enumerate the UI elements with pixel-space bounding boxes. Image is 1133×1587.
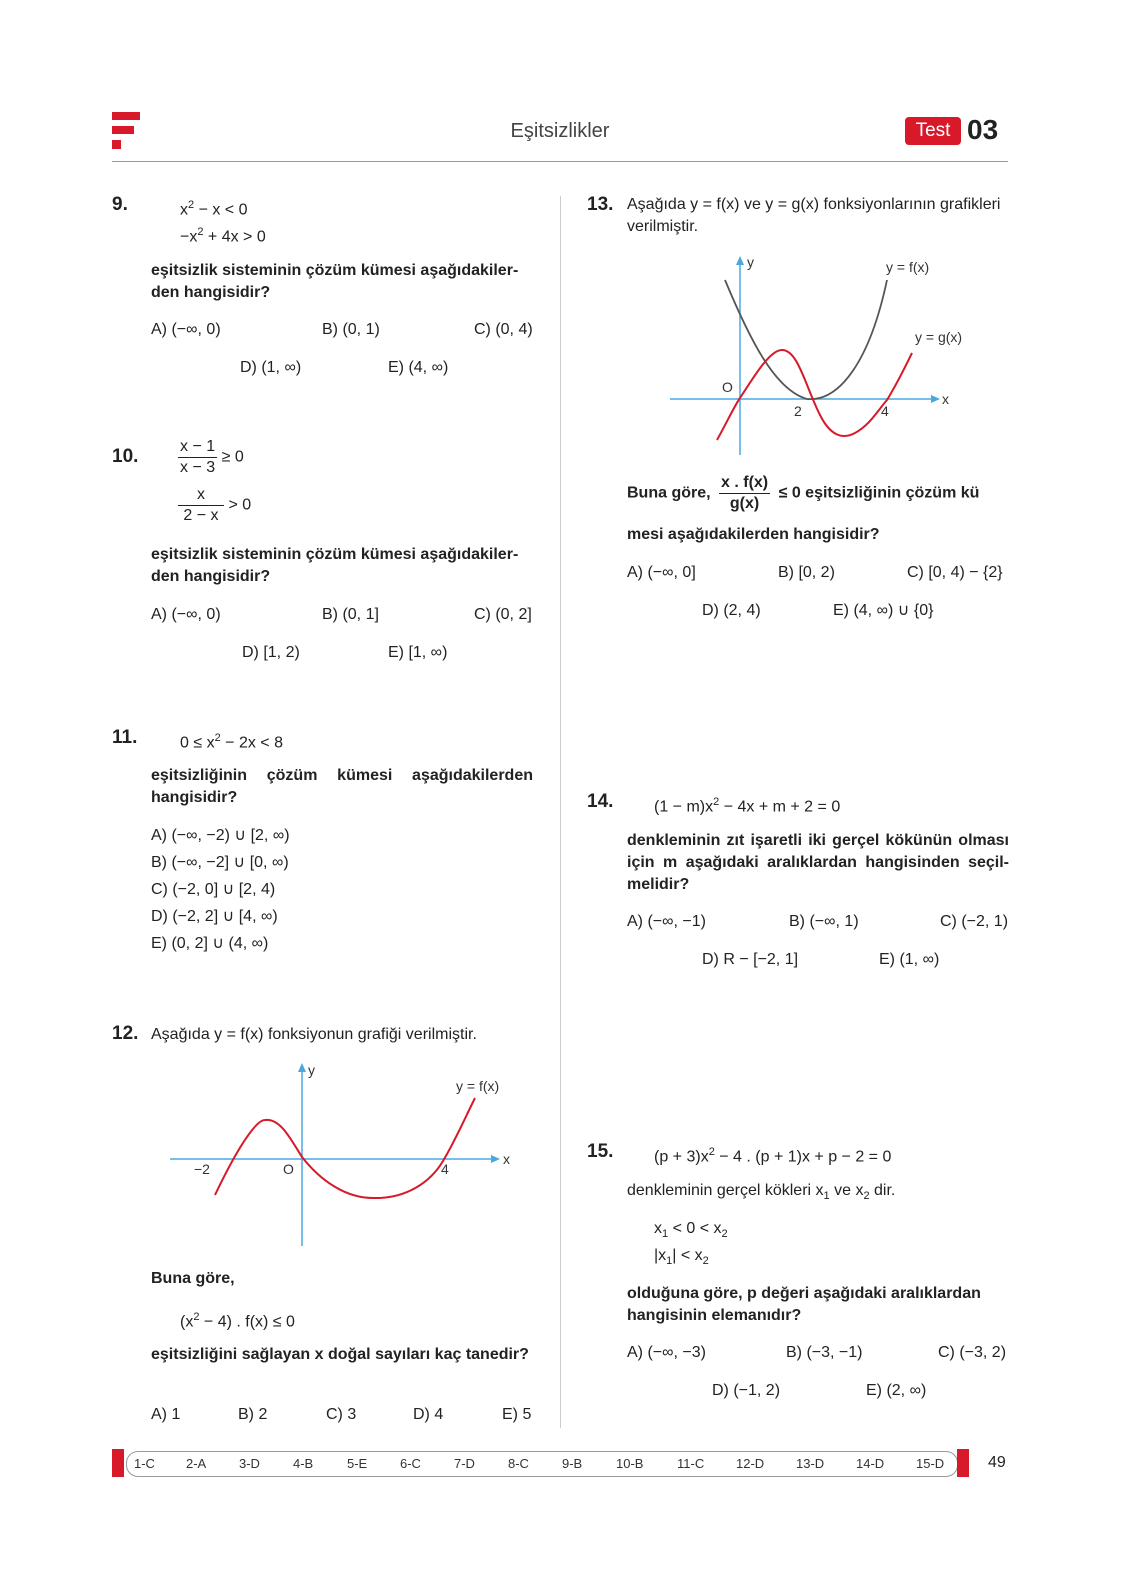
test-number: 03 xyxy=(967,114,999,145)
tick-label-2: 2 xyxy=(794,403,802,419)
answer-key-item: 12-D xyxy=(736,1456,765,1471)
tick-label-4: 4 xyxy=(441,1161,449,1177)
roots-statement: denkleminin gerçel kökleri $x_1$ ve $x_2$ dir. xyxy=(627,1182,896,1203)
answer-key-item: 7-D xyxy=(454,1456,475,1471)
option-c[interactable]: C) (0, 2] xyxy=(474,606,532,623)
answer-key-item: 1-C xyxy=(134,1456,155,1471)
question-number: 9. xyxy=(112,194,128,215)
question-prompt: denkleminin zıt işaretli iki gerçel kökünün olması için m aşağıdaki aralıklardan hangisinden seçilmelidir? xyxy=(627,832,1009,893)
given-text: Buna göre, $\frac{x . f(x)}{g(x)}$ ≤ 0 eşitsizliğinin çözüm kü xyxy=(627,474,980,512)
question-number: 11. xyxy=(112,727,138,748)
x-axis-label: x xyxy=(942,391,949,407)
answer-key-item: 8-C xyxy=(508,1456,529,1471)
question-number: 14. xyxy=(587,791,614,812)
curve-label: y = f(x) xyxy=(456,1078,500,1094)
question-intro: Aşağıda y = f(x) fonksiyonun grafiği verilmiştir. xyxy=(151,1026,477,1043)
option-a[interactable]: A) 1 xyxy=(151,1406,181,1423)
question-prompt: eşitsizlik sisteminin çözüm kümesi aşağıdakilerden hangisidir? xyxy=(151,262,519,301)
option-c[interactable]: C) (−2, 0] ∪ [2, 4) xyxy=(151,881,276,898)
equation: $(p + 3)x^2 - 4$ . (p + 1)x + p − 2 = 0 xyxy=(654,1146,892,1166)
option-d[interactable]: D) [1, 2) xyxy=(242,644,300,661)
answer-key-item: 10-B xyxy=(616,1456,644,1471)
question-number: 13. xyxy=(587,194,614,215)
g-curve xyxy=(717,350,912,440)
option-d[interactable]: D) (1, ∞) xyxy=(240,359,302,376)
function-graph xyxy=(160,1058,520,1253)
option-b[interactable]: B) [0, 2) xyxy=(778,564,835,581)
question-number: 12. xyxy=(112,1023,139,1044)
condition-2: $|x_1| < x_2$ xyxy=(654,1247,709,1268)
option-a[interactable]: A) (−∞, −3) xyxy=(627,1344,706,1361)
question-prompt: olduğuna göre, p değeri aşağıdaki aralıklardan hangisinin elemanıdır? xyxy=(627,1285,981,1324)
option-e[interactable]: E) (2, ∞) xyxy=(866,1382,927,1399)
option-c[interactable]: C) (0, 4) xyxy=(474,321,533,338)
question-intro: Aşağıda y = f(x) ve y = g(x) fonksiyonlarının grafikleri verilmiştir. xyxy=(627,196,1001,235)
question-prompt: eşitsizlik sisteminin çözüm kümesi aşağıdakilerden hangisidir? xyxy=(151,546,519,585)
y-axis-arrow xyxy=(298,1063,306,1072)
option-e[interactable]: E) [1, ∞) xyxy=(388,644,448,661)
origin-label: O xyxy=(722,379,733,395)
x-axis-arrow xyxy=(491,1155,500,1163)
answer-key-item: 13-D xyxy=(796,1456,825,1471)
option-c[interactable]: C) (−3, 2) xyxy=(938,1344,1007,1361)
page-number: 49 xyxy=(988,1454,1006,1471)
f-curve-label: y = f(x) xyxy=(886,259,930,275)
option-d[interactable]: D) R − [−2, 1] xyxy=(702,951,799,968)
origin-label: O xyxy=(283,1161,294,1177)
answer-key-item: 3-D xyxy=(239,1456,260,1471)
option-a[interactable]: A) (−∞, 0) xyxy=(151,321,221,338)
tick-label-4: 4 xyxy=(881,403,889,419)
f-curve xyxy=(215,1098,475,1198)
inequality-2: $\frac{x}{2 - x}$ > 0 xyxy=(178,485,251,526)
inequality-2: $-x^2 + 4x > 0$ xyxy=(180,226,266,246)
option-e[interactable]: E) (1, ∞) xyxy=(879,951,940,968)
question-number: 10. xyxy=(112,446,139,467)
given-text: Buna göre, xyxy=(151,1270,235,1287)
option-c[interactable]: C) (−2, 1) xyxy=(940,913,1009,930)
answer-key-item: 15-D xyxy=(916,1456,945,1471)
page-title: Eşitsizlikler xyxy=(510,120,610,142)
question-prompt: mesi aşağıdakilerden hangisidir? xyxy=(627,526,880,543)
option-c[interactable]: C) 3 xyxy=(326,1406,357,1423)
test-badge: Test xyxy=(905,117,961,145)
option-d[interactable]: D) (−1, 2) xyxy=(712,1382,781,1399)
option-b[interactable]: B) (−3, −1) xyxy=(786,1344,863,1361)
column-divider xyxy=(560,196,561,1428)
y-axis-arrow xyxy=(736,256,744,265)
option-d[interactable]: D) (−2, 2] ∪ [4, ∞) xyxy=(151,908,278,925)
y-axis-label: y xyxy=(308,1062,315,1078)
option-a[interactable]: A) (−∞, −2) ∪ [2, ∞) xyxy=(151,827,290,844)
option-a[interactable]: A) (−∞, −1) xyxy=(627,913,706,930)
option-b[interactable]: B) 2 xyxy=(238,1406,268,1423)
option-c[interactable]: C) [0, 4) − {2} xyxy=(907,564,1003,581)
option-a[interactable]: A) (−∞, 0) xyxy=(151,606,221,623)
option-e[interactable]: E) 5 xyxy=(502,1406,532,1423)
answer-key-item: 14-D xyxy=(856,1456,885,1471)
option-b[interactable]: B) (−∞, −2] ∪ [0, ∞) xyxy=(151,854,289,871)
answer-key-item: 5-E xyxy=(347,1456,368,1471)
condition-1: $x_1 < 0 < x_2$ xyxy=(654,1220,728,1241)
option-e[interactable]: E) (4, ∞) ∪ {0} xyxy=(833,602,934,619)
question-number: 15. xyxy=(587,1141,614,1162)
x-axis-label: x xyxy=(503,1151,510,1167)
brand-logo xyxy=(112,112,142,152)
question-prompt: eşitsizliğinin çözüm kümesi aşağıdakilerden hangisidir? xyxy=(151,767,533,806)
option-a[interactable]: A) (−∞, 0] xyxy=(627,564,696,581)
x-axis-arrow xyxy=(931,395,940,403)
option-b[interactable]: B) (0, 1) xyxy=(322,321,380,338)
equation: $(1 - m)x^2 - 4x + m + 2 = 0$ xyxy=(654,796,841,816)
inequality: $(x^2 - 4)$ . f(x) ≤ 0 xyxy=(180,1311,295,1331)
option-e[interactable]: E) (0, 2] ∪ (4, ∞) xyxy=(151,935,269,952)
answer-key-item: 6-C xyxy=(400,1456,421,1471)
option-e[interactable]: E) (4, ∞) xyxy=(388,359,449,376)
answer-key-item: 9-B xyxy=(562,1456,583,1471)
answer-key-right-marker xyxy=(957,1449,969,1477)
answer-key-left-marker xyxy=(112,1449,124,1477)
inequality-1: $\frac{x - 1}{x - 3}$ ≥ 0 xyxy=(180,438,244,476)
answer-key-item: 11-C xyxy=(677,1456,705,1471)
functions-graph xyxy=(660,250,1000,460)
answer-key-item: 4-B xyxy=(293,1456,314,1471)
option-b[interactable]: B) (−∞, 1) xyxy=(789,913,859,930)
y-axis-label: y xyxy=(747,254,754,270)
inequality: $0 \le x^2 - 2x < 8$ xyxy=(180,732,283,752)
header-rule xyxy=(112,161,1008,162)
option-b[interactable]: B) (0, 1] xyxy=(322,606,379,623)
inequality-1: $x^2 - x < 0$ xyxy=(180,199,248,219)
g-curve-label: y = g(x) xyxy=(915,329,963,345)
option-d[interactable]: D) (2, 4) xyxy=(702,602,761,619)
tick-label-neg2: −2 xyxy=(194,1161,210,1177)
option-d[interactable]: D) 4 xyxy=(413,1406,444,1423)
answer-key-item: 2-A xyxy=(186,1456,207,1471)
question-prompt: eşitsizliğini sağlayan x doğal sayıları kaç tanedir? xyxy=(151,1346,529,1363)
